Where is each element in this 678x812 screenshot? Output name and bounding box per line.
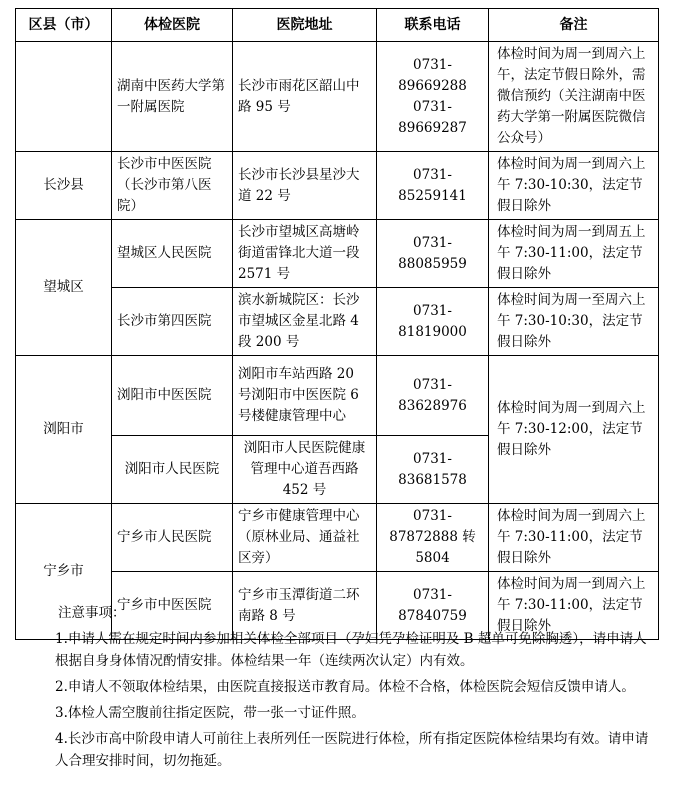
table-row <box>16 356 659 436</box>
address-cell: 宁乡市玉潭街道二环南路 8 号 <box>233 572 377 640</box>
phone-cell: 0731-89669288 0731-89669287 <box>377 42 489 152</box>
hospital-cell: 湖南中医药大学第一附属医院 <box>112 42 233 152</box>
note-cell: 体检时间为周一到周六上午 7:30-11:00，法定节假日除外 <box>489 504 659 572</box>
address-cell: 滨水新城院区：长沙市望城区金星北路 4 段 200 号 <box>233 288 377 356</box>
address-cell: 长沙市望城区高塘岭街道雷锋北大道一段 2571 号 <box>233 220 377 288</box>
address-cell: 浏阳市车站西路 20 号浏阳市中医医院 6 号楼健康管理中心 <box>233 356 377 436</box>
address-cell: 长沙市长沙县星沙大道 22 号 <box>233 152 377 220</box>
table-header-row <box>16 9 659 42</box>
note-item-3: 3.体检人需空腹前往指定医院，带一张一寸证件照。 <box>55 705 365 721</box>
hospital-cell: 浏阳市中医医院 <box>112 356 233 436</box>
note-item-2: 2.申请人不领取体检结果，由医院直接报送市教育局。体检不合格，体检医院会短信反馈申请人。 <box>55 679 635 695</box>
county-cell: 望城区 <box>16 220 112 356</box>
county-cell: 长沙县 <box>16 152 112 220</box>
phone-cell: 0731-83681578 <box>377 436 489 504</box>
address-cell: 宁乡市健康管理中心（原林业局、通益社区旁） <box>233 504 377 572</box>
note-item-1: 1.申请人需在规定时间内参加相关体检全部项目（孕妇凭孕检证明及 B 超单可免除胸透），请申请人根据自身身体情况酌情安排。体检结果一年（连续两次认定）内有效。 <box>55 631 647 669</box>
hospital-cell: 望城区人民医院 <box>112 220 233 288</box>
table-row <box>16 504 659 572</box>
hospital-cell: 长沙市第四医院 <box>112 288 233 356</box>
hospital-table <box>15 8 659 640</box>
phone-cell: 0731-85259141 <box>377 152 489 220</box>
table-row <box>16 42 659 152</box>
phone-cell: 0731-88085959 <box>377 220 489 288</box>
header-phone: 联系电话 <box>377 9 489 42</box>
hospital-cell: 长沙市中医医院（长沙市第八医院） <box>112 152 233 220</box>
county-cell <box>16 42 112 152</box>
note-cell: 体检时间为周一到周六上午 7:30-11:00，法定节假日除外 <box>489 572 659 640</box>
note-item-4: 4.长沙市高中阶段申请人可前往上表所列任一医院进行体检，所有指定医院体检结果均有效。请申请人合理安排时间，切勿拖延。 <box>55 731 649 769</box>
hospital-cell: 宁乡市人民医院 <box>112 504 233 572</box>
note-cell: 体检时间为周一到周六上午，法定节假日除外，需微信预约（关注湖南中医药大学第一附属医院微信公众号） <box>489 42 659 152</box>
header-hospital: 体检医院 <box>112 9 233 42</box>
address-cell: 长沙市雨花区韶山中路 95 号 <box>233 42 377 152</box>
phone-cell: 0731-87872888 转 5804 <box>377 504 489 572</box>
header-address: 医院地址 <box>233 9 377 42</box>
hospital-cell: 宁乡市中医医院 <box>112 572 233 640</box>
phone-cell: 0731-87840759 <box>377 572 489 640</box>
table-row <box>16 288 659 356</box>
header-county: 区县（市） <box>16 9 112 42</box>
table-row <box>16 220 659 288</box>
phone-cell: 0731-83628976 <box>377 356 489 436</box>
header-note: 备注 <box>489 9 659 42</box>
note-cell: 体检时间为周一到周五上午 7:30-11:00，法定节假日除外 <box>489 220 659 288</box>
note-cell: 体检时间为周一到周六上午 7:30-12:00，法定节假日除外 <box>489 356 659 504</box>
hospital-cell: 浏阳市人民医院 <box>112 436 233 504</box>
note-cell: 体检时间为周一到周六上午 7:30-10:30，法定节假日除外 <box>489 152 659 220</box>
phone-cell: 0731-81819000 <box>377 288 489 356</box>
county-cell: 浏阳市 <box>16 356 112 504</box>
notes-title: 注意事项： <box>58 605 126 621</box>
table-row <box>16 152 659 220</box>
notes-section <box>55 602 658 776</box>
address-cell: 浏阳市人民医院健康管理中心道吾西路 452 号 <box>233 436 377 504</box>
county-cell: 宁乡市 <box>16 504 112 640</box>
note-cell: 体检时间为周一至周六上午 7:30-10:30，法定节假日除外 <box>489 288 659 356</box>
